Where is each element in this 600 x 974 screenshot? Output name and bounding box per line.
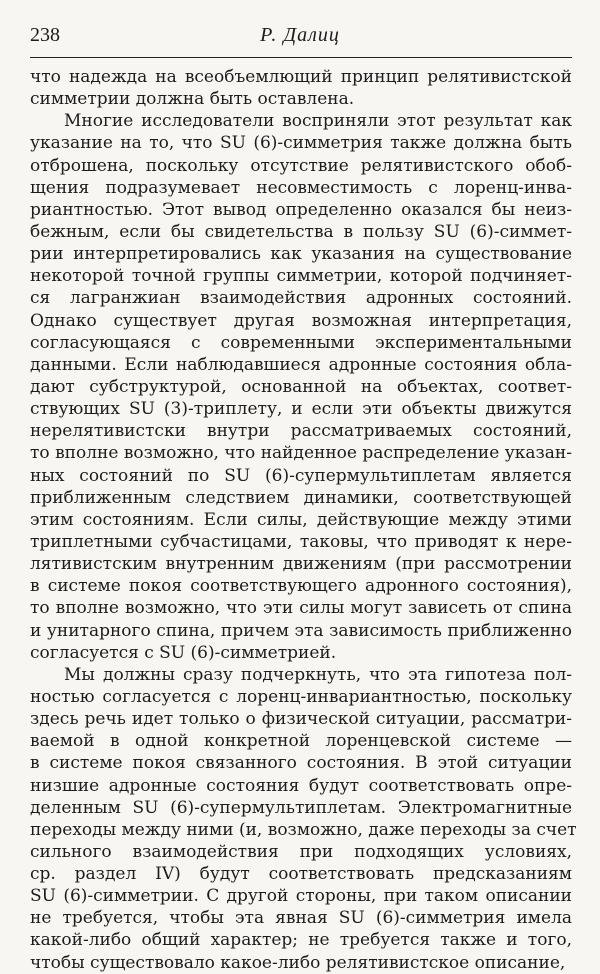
text-line: какой-либо общий характер; не требуется также и того, — [30, 930, 572, 951]
text-line: Однако существует другая возможная интерпретация, — [30, 310, 572, 331]
page-number: 238 — [30, 24, 60, 46]
text-line: то вполне возможно, что эти силы могут зависеть от спина — [30, 598, 572, 619]
text-line: в системе покоя связанного состояния. В этой ситуации — [30, 753, 572, 774]
text-line: рии интерпретировались как указания на существование — [30, 244, 572, 265]
text-line: риантностью. Этот вывод определенно оказался бы неиз- — [30, 199, 572, 220]
text-line: ных состояний по SU (6)-супермультиплетам является — [30, 465, 572, 486]
text-line: Многие исследователи восприняли этот результат как — [64, 111, 572, 132]
text-line: симметрии должна быть оставлена. — [30, 89, 355, 110]
text-line: не требуется, чтобы эта явная SU (6)-симметрия имела — [30, 908, 572, 929]
text-line: щения подразумевает несовместимость с лоренц-инва- — [30, 177, 572, 198]
text-line: данными. Если наблюдавшиеся адронные состояния обла- — [30, 354, 572, 375]
text-line: деленным SU (6)-супермультиплетам. Электромагнитные — [30, 797, 572, 818]
text-line: ваемой в одной конкретной лоренцевской системе — — [30, 731, 572, 752]
text-line: дают субструктурой, основанной на объектах, соответ- — [30, 376, 572, 397]
text-line: ностью согласуется с лоренц-инвариантностью, поскольку — [30, 686, 572, 707]
text-line: сильного взаимодействия при подходящих условиях, — [30, 841, 572, 862]
text-line: здесь речь идет только о физической ситуации, рассматри- — [30, 709, 572, 730]
text-line: переходы между ними (и, возможно, даже переходы за счет — [30, 819, 577, 840]
text-line: согласующаяся с современными экспериментальными — [30, 332, 572, 353]
text-line: бежным, если бы свидетельства в пользу SU (6)-симмет- — [30, 221, 572, 242]
running-head: Р. Далиц — [260, 24, 340, 46]
text-line: низшие адронные состояния будут соответствовать опре- — [30, 775, 572, 796]
text-line: что надежда на всеобъемлющий принцип релятивистской — [30, 67, 572, 87]
text-line: лятивистским внутренним движениям (при рассмотрении — [30, 554, 572, 575]
text-line: SU (6)-симметрии. С другой стороны, при таком описании — [30, 886, 572, 907]
text-line: ся лагранжиан взаимодействия адронных состояний. — [30, 288, 572, 309]
text-line: этим состояниям. Если силы, действующие между этими — [30, 509, 572, 530]
text-line: согласуется с SU (6)-симметрией. — [30, 642, 337, 663]
text-line: и унитарного спина, причем эта зависимость приближенно — [30, 620, 572, 641]
text-line: в системе покоя соответствующего адронного состояния), — [30, 576, 572, 597]
text-line: указание на то, что SU (6)-симметрия также должна быть — [30, 133, 572, 154]
text-line: отброшена, поскольку отсутствие релятивистского обоб- — [30, 155, 572, 176]
text-line: то вполне возможно, что найденное распределение указан- — [30, 443, 572, 464]
text-line: ствующих SU (3)-триплету, и если эти объекты движутся — [30, 399, 572, 420]
text-line: триплетными субчастицами, таковы, что приводят к нере- — [30, 531, 572, 552]
body-text — [30, 66, 577, 974]
text-line: чтобы существовало какое-либо релятивистское описание, — [30, 952, 566, 973]
page-header — [30, 24, 570, 52]
text-line: приближенным следствием динамики, соответствующей — [30, 487, 572, 508]
text-line: Мы должны сразу подчеркнуть, что эта гипотеза пол- — [64, 664, 572, 685]
text-line: некоторой точной группы симметрии, которой подчиняет- — [30, 266, 572, 287]
text-line: нерелятивистски внутри рассматриваемых состояний, — [30, 421, 572, 442]
header-rule — [30, 57, 572, 58]
text-line: ср. раздел IV) будут соответствовать предсказаниям — [30, 864, 572, 885]
